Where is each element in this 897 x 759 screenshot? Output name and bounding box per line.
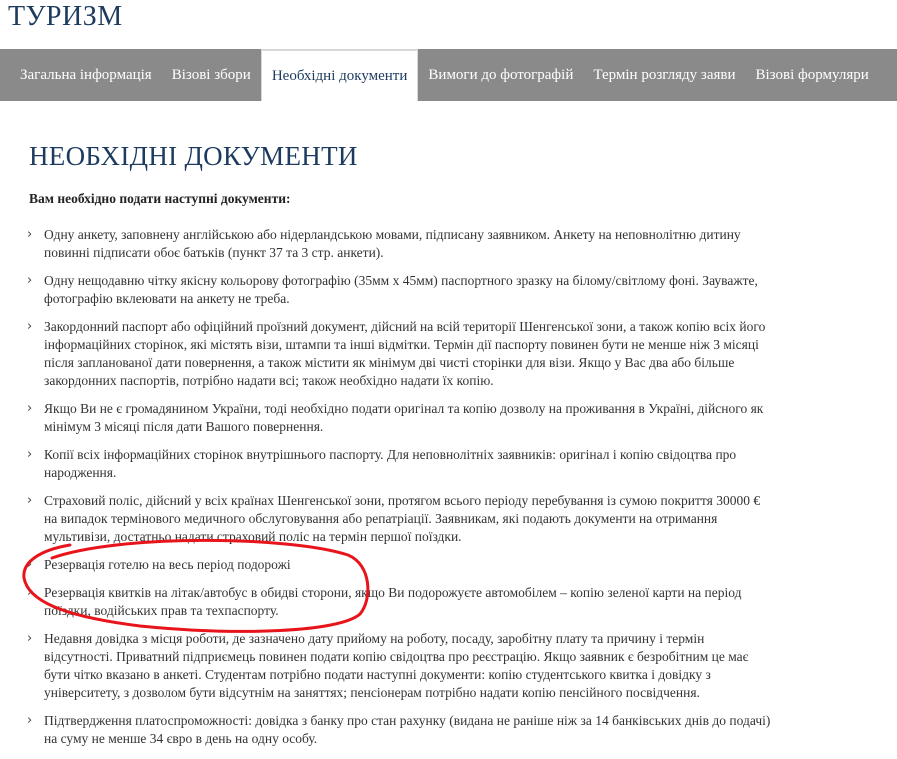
list-item-text: Одну анкету, заповнену англійською або нідерландською мовами, підписану заявником. Анкету на неповнолітню дитину повинні підписати обоє батьків (пункт 37 та 3 стр. анкети). [44, 227, 741, 260]
list-item-text: Копії всіх інформаційних сторінок внутрішнього паспорту. Для неповнолітніх заявників: оригінал і копію свідоцтва про народження. [44, 447, 737, 480]
chevron-right-icon: › [27, 401, 33, 416]
list-item [27, 712, 772, 748]
tab-processing-time[interactable]: Термін розгляду заяви [593, 67, 736, 83]
tab-photo-requirements[interactable]: Вимоги до фотографій [428, 67, 574, 83]
list-item-text: Резервація готелю на весь період подорожі [44, 557, 291, 572]
list-item [27, 584, 772, 620]
documents-list [27, 226, 772, 758]
list-item-text: Якщо Ви не є громадянином України, тоді необхідно подати оригінал та копію дозволу на проживання в Україні, дійсного як мінімум 3 місяці після дати Вашого повернення. [44, 401, 764, 434]
page-title: НЕОБХІДНІ ДОКУМЕНТИ [29, 141, 358, 171]
list-item [27, 272, 772, 308]
chevron-right-icon: › [27, 585, 33, 600]
list-item-text: Резервація квитків на літак/автобус в обидві сторони, якщо Ви подорожуєте автомобілем – копію зеленої карти на період поїздки, водійських прав та техпаспорту. [44, 585, 742, 618]
chevron-right-icon: › [27, 713, 33, 728]
list-item [27, 492, 772, 546]
main-nav [0, 49, 897, 101]
list-item [27, 318, 772, 390]
list-item [27, 556, 772, 574]
chevron-right-icon: › [27, 273, 33, 288]
chevron-right-icon: › [27, 447, 33, 462]
chevron-right-icon: › [27, 557, 33, 572]
list-item-text: Страховий поліс, дійсний у всіх країнах Шенгенської зони, протягом всього періоду перебування із сумою покриття 30000 € на випадок термінового медичного обслуговування або репатріації. Заявникам, які подають документи на отримання мультивізи, достатньо надати страховий поліс на термін першої поїздки. [44, 493, 761, 544]
chevron-right-icon: › [27, 493, 33, 508]
list-item-text: Одну нещодавню чітку якісну кольорову фотографію (35мм х 45мм) паспортного зразку на білому/світлому фоні. Зауважте, фотографію вклеювати на анкету не треба. [44, 273, 758, 306]
list-item [27, 630, 772, 702]
chevron-right-icon: › [27, 631, 33, 646]
list-item-text: Підтвердження платоспроможності: довідка з банку про стан рахунку (видана не раніше ніж за 14 банківських днів до подачі) на суму не менше 34 євро в день на одну особу. [44, 713, 771, 746]
intro-text: Вам необхідно подати наступні документи: [29, 191, 291, 206]
list-item-text: Закордонний паспорт або офіційний проїзний документ, дійсний на всій території Шенгенської зони, а також копію всіх його інформаційних сторінок, які містять візи, штампи та інші відмітки. Термін дії паспорту повинен бути не менше ніж 3 місяці після запланованої дати повернення, а також містити як мінімум дві чисті сторінки для візи. Якщо у Вас два або більше закордонних паспортів, потрібно надати всі; також необхідно надати їх копію. [44, 319, 766, 388]
list-item [27, 400, 772, 436]
chevron-right-icon: › [27, 227, 33, 242]
site-title[interactable]: ТУРИЗМ [8, 1, 123, 32]
tab-required-documents[interactable]: Необхідні документи [261, 49, 419, 101]
tab-visa-fees[interactable]: Візові збори [171, 67, 251, 83]
tab-visa-forms[interactable]: Візові формуляри [755, 67, 869, 83]
list-item-text: Недавня довідка з місця роботи, де зазначено дату прийому на роботу, посаду, заробітну плату та причину і термін відсутності. Приватний підприємець повинен подати копію свідоцтва про реєстрацію. Якщо заявник є безробітним це має бути чітко вказано в анкеті. Студентам потрібно подати наступні документи: копію студентського квитка і довідку з університету, з дозволом бути відсутнім на заняттях; пенсіонерам потрібно надати копію пенсійного посвідчення. [44, 631, 749, 700]
list-item [27, 446, 772, 482]
list-item [27, 226, 772, 262]
chevron-right-icon: › [27, 319, 33, 334]
tab-general-info[interactable]: Загальна інформація [20, 67, 152, 83]
